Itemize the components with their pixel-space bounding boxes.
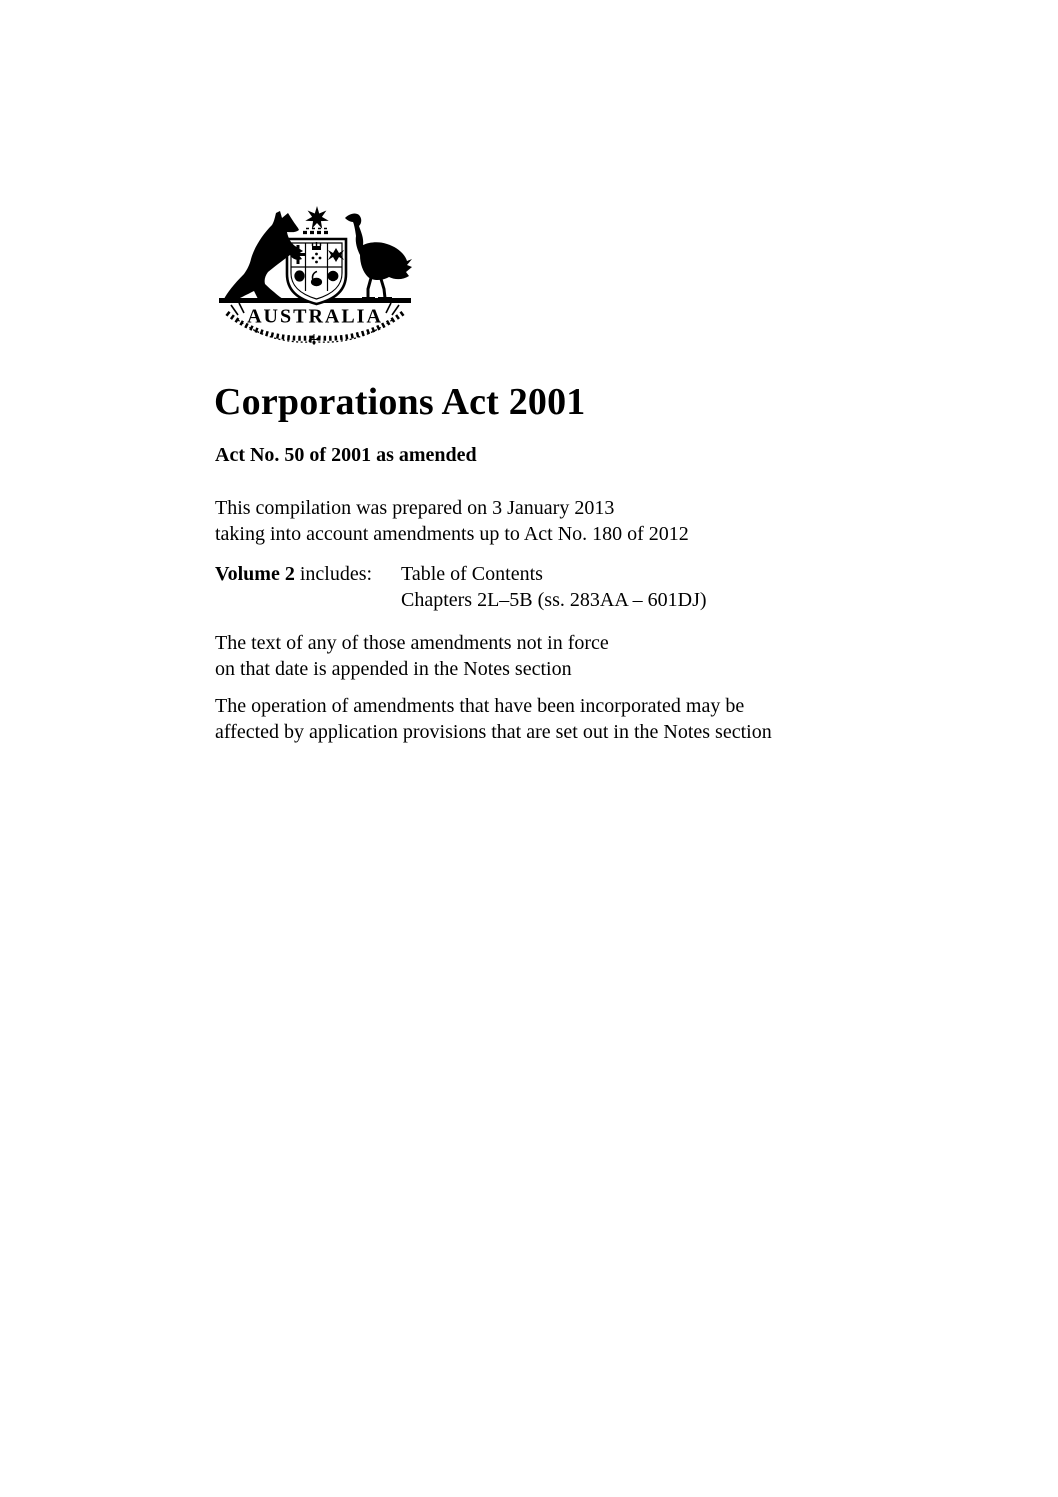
amendments-note-line-1: The text of any of those amendments not in force [215,632,609,654]
compilation-line-2: taking into account amendments up to Act No. 180 of 2012 [215,522,689,545]
amendments-note-line-2: on that date is appended in the Notes section [215,657,572,680]
australian-coat-of-arms [214,198,414,348]
commonwealth-star-icon [305,206,328,229]
amendments-not-in-force-note [215,631,609,682]
page-title: Corporations Act 2001 [214,381,586,423]
volume-items [401,562,707,613]
operation-note-line-2: affected by application provisions that are set out in the Notes section [215,720,772,743]
emu-icon [345,214,412,298]
operation-of-amendments-note [215,694,772,745]
act-number-line: Act No. 50 of 2001 as amended [215,444,477,466]
volume-includes-row [215,562,707,613]
volume-label-bold: Volume 2 [215,563,295,585]
operation-note-line-1: The operation of amendments that have been incorporated may be [215,695,745,717]
volume-label [215,562,401,613]
volume-item: Table of Contents [401,563,543,585]
crest-wreath [303,229,331,233]
australia-banner-text: AUSTRALIA [247,305,383,328]
compilation-note [215,496,689,547]
volume-item: Chapters 2L–5B (ss. 283AA – 601DJ) [401,588,707,611]
volume-label-rest: includes: [294,563,373,585]
compilation-line-1: This compilation was prepared on 3 January 2013 [215,497,615,519]
